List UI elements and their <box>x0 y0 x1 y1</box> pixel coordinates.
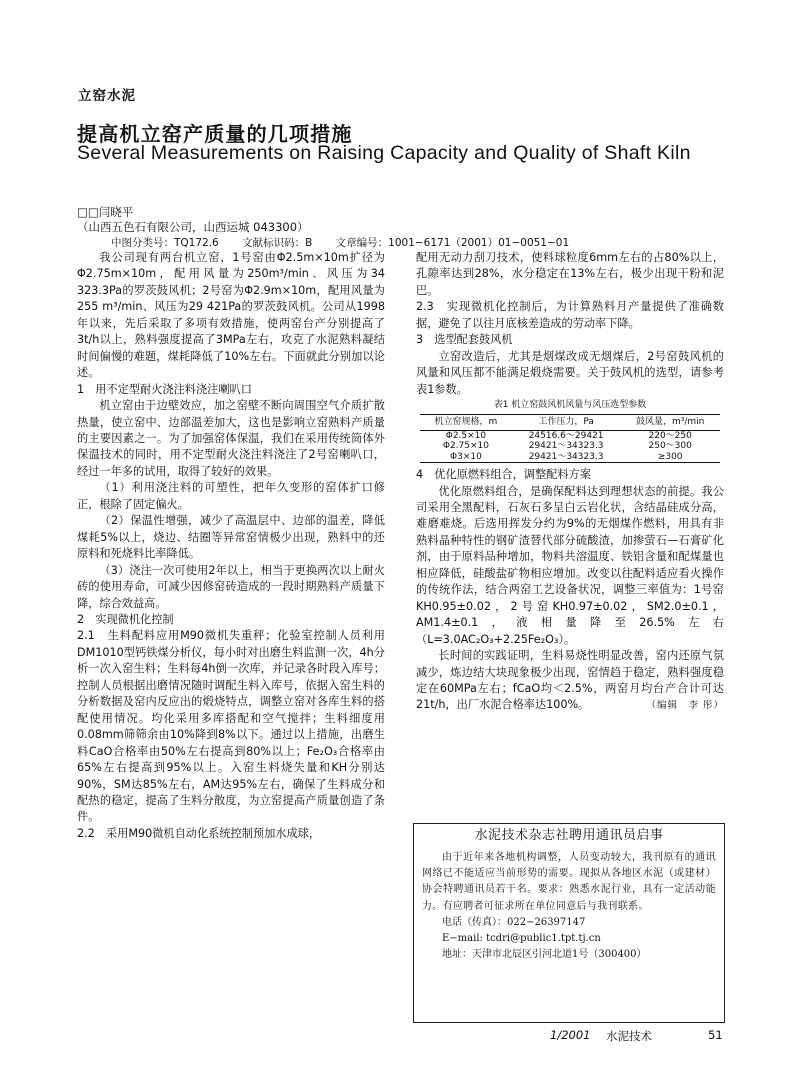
table-header-row <box>420 415 720 431</box>
paragraph: （1）利用浇注料的可塑性，把年久变形的窑体扩口修正，根除了固定偏火。 <box>77 481 385 511</box>
right-column <box>416 250 724 714</box>
section-heading: 3 选型配套鼓风机 <box>416 333 513 347</box>
notice-title: 水泥技术杂志社聘用通讯员启事 <box>474 828 664 843</box>
paragraph: 我公司现有两台机立窑，1号窑由Φ2.5m×10m扩径为Φ2.75m×10m，配用风量为250m³/min、风压为34 323.3Pa的罗茨鼓风机；2号窑为Φ2.9m×10m，配用风量为255 m³/min、风压为29 421Pa的罗茨鼓风机。公司从1998年以来，先后采取了多项有效措施，使两窑台产分别提高了3t/h以上，熟料强度提高了3MPa左右，攻克了水泥熟料凝结时间偏慢的难题，煤耗降低了10%左右。下面就此分别加以论述。 <box>77 251 385 380</box>
table-row <box>420 430 720 441</box>
author: □□闫晓平 <box>77 205 134 219</box>
table-cell: 29421～34323.3 <box>528 451 604 462</box>
parameter-table <box>420 414 720 463</box>
table-cell: Φ3×10 <box>450 451 482 462</box>
notice-address: 地址：天津市北辰区引河北道1号（300400） <box>442 949 647 961</box>
table-cell: 24516.6～29421 <box>528 430 604 441</box>
paragraph: 优化原燃料组合，是确保配料达到理想状态的前提。我公司采用全黑配料，石灰石多呈白云岩化状，含结晶硅成分高，难磨难烧。后选用挥发分约为9%的无烟煤作燃料，用具有非熟料晶种特性的钢矿渣替代部分硫酸渣，加掺萤石—石膏矿化剂，由于原料品种增加，物料共溶温度、铁铝含量和配煤量也相应降低，硅酸盐矿物相应增加。改变以往配料适应看火操作的传统作法，结合两窑工艺设备状况，调整三率值为：1号窑KH0.95±0.02，2号窑KH0.97±0.02，SM2.0±0.1，AM1.4±0.1，液相量降至26.5%左右（L=3.0AC₂O₃+2.25Fe₂O₃）。 <box>416 484 724 646</box>
notice-box <box>413 823 725 1023</box>
clc-number: 中图分类号：TQ172.6 <box>111 237 219 249</box>
page-number: 51 <box>708 1028 723 1042</box>
paragraph: 2.1 生料配料应用M90微机失重秤；化验室控制人员利用DM1010型钙铁煤分析仪，每小时对出磨生料监测一次，4h分析一次入窑生料；生料每4h倒一次库，并记录各时段入库号；控制人员根据出磨情况随时调配生料入库号，依据入窑生料的分析数据及窑内反应出的煅烧特点，调整立窑对各库生料的搭配使用情况。均化采用多库搭配和空气搅拌；生料细度用0.08mm筛筛余由10%降到8%以下。通过以上措施，出磨生料CaO合格率由50%左右提高到80%以上；Fe₂O₃合格率由65%左右提高到95%以上。入窑生料烧失量和KH分别达90%，SM达85%左右，AM达95%左右，确保了生料成分和配热的稳定，提高了生料分散度，为立窑提高产质量创造了条件。 <box>77 629 385 824</box>
article-title-en: Several Measurements on Raising Capacity and Quality of Shaft Kiln <box>77 142 691 164</box>
section-heading: 2 实现微机化控制 <box>77 612 174 626</box>
section-heading: 4 优化原燃料组合，调整配料方案 <box>416 468 591 482</box>
table-header-cell: 机立窑规格，m <box>434 417 498 428</box>
paragraph: 长时间的实践证明，生料易烧性明显改善，窑内还原气氛减少，炼边结大块现象极少出现，窑情趋于稳定，熟料强度稳定在60MPa左右；fCaO均＜2.5%，两窑月均台产合计可达21t/h，出厂水泥合格率达100%。 <box>416 649 724 712</box>
affiliation: （山西五色石有限公司，山西运城 043300） <box>77 220 309 234</box>
left-column <box>77 250 385 842</box>
section-tag: 立窑水泥 <box>78 88 136 104</box>
table-header-cell: 工作压力，Pa <box>538 417 594 428</box>
table-cell: ≥300 <box>657 451 683 462</box>
footer-journal: 水泥技术 <box>606 1029 652 1043</box>
paragraph: 2.3 实现微机化控制后，为计算熟料月产量提供了准确数据，避免了以往月底核差造成的劳动率下降。 <box>416 300 724 330</box>
table-cell: 220～250 <box>648 430 692 441</box>
article-title-cn: 提高机立窑产质量的几项措施 <box>77 122 353 146</box>
paragraph: 配用无动力刮刀技术，使料球粒度6mm左右的占80%以上，孔隙率达到28%，水分稳定在13%左右，极少出现干粉和泥巴。 <box>416 251 724 297</box>
table-cell: Φ2.75×10 <box>442 441 489 452</box>
paragraph: 2.2 采用M90微机自动化系统控制预加水成球， <box>77 826 321 840</box>
notice-phone: 电话（传真）：022−26397147 <box>442 916 586 928</box>
paragraph: 机立窑由于边壁效应，加之窑壁不断向周围空气介质扩散热量，使立窑中、边部温差加大，这也是影响立窑熟料产质量的主要因素之一。为了加强窑体保温，我们在采用传统筒体外保温技术的同时，用不定型耐火浇注料浇注了2号窑喇叭口，经过一年多的试用，取得了较好的效果。 <box>77 399 385 478</box>
article-number: 文章编号：1001−6171（2001）01−0051−01 <box>335 237 570 249</box>
classification-line <box>111 235 589 250</box>
notice-email: E−mail: tcdri@public1.tpt.tj.cn <box>442 933 601 945</box>
document-code: 文献标识码：B <box>242 237 313 249</box>
table-header-cell: 鼓风量，m³/min <box>635 417 705 428</box>
paragraph: （2）保温性增强，减少了高温层中、边部的温差，降低煤耗5%以上，烧边、结圈等异常窑情极少出现，熟料中的还原料和死烧料比率降低。 <box>77 514 385 561</box>
table-caption: 表1 机立窑鼓风机风量与风压选型参数 <box>493 400 647 411</box>
table-cell: Φ2.5×10 <box>445 430 487 441</box>
section-heading: 1 用不定型耐火浇注料浇注喇叭口 <box>77 382 252 396</box>
table-row <box>420 452 720 463</box>
table-cell: 250～300 <box>648 441 692 452</box>
notice-body: 由于近年来各地机构调整，人员变动较大，我刊原有的通讯网络已不能适应当前形势的需要。现拟从各地区水泥（或建材）协会特聘通讯员若干名。要求：熟悉水泥行业，具有一定活动能力。有应聘者可征求所在单位同意后与我刊联系。 <box>422 852 716 912</box>
paragraph: （3）浇注一次可使用2年以上，相当于更换两次以上耐火砖的使用寿命，可减少因修窑砖造成的一段时期熟料产质量下降，综合效益高。 <box>77 563 385 610</box>
paragraph: 立窑改造后，尤其是烟煤改成无烟煤后，2号窑鼓风机的风量和风压都不能满足煅烧需要。关于鼓风机的选型，请参考表1参数。 <box>416 349 724 396</box>
footer-issue: 1/2001 <box>550 1028 591 1042</box>
editor-signature: （编辑 李 彤） <box>646 699 724 711</box>
table-row <box>420 441 720 452</box>
table-cell: 29421～34323.3 <box>528 441 604 452</box>
